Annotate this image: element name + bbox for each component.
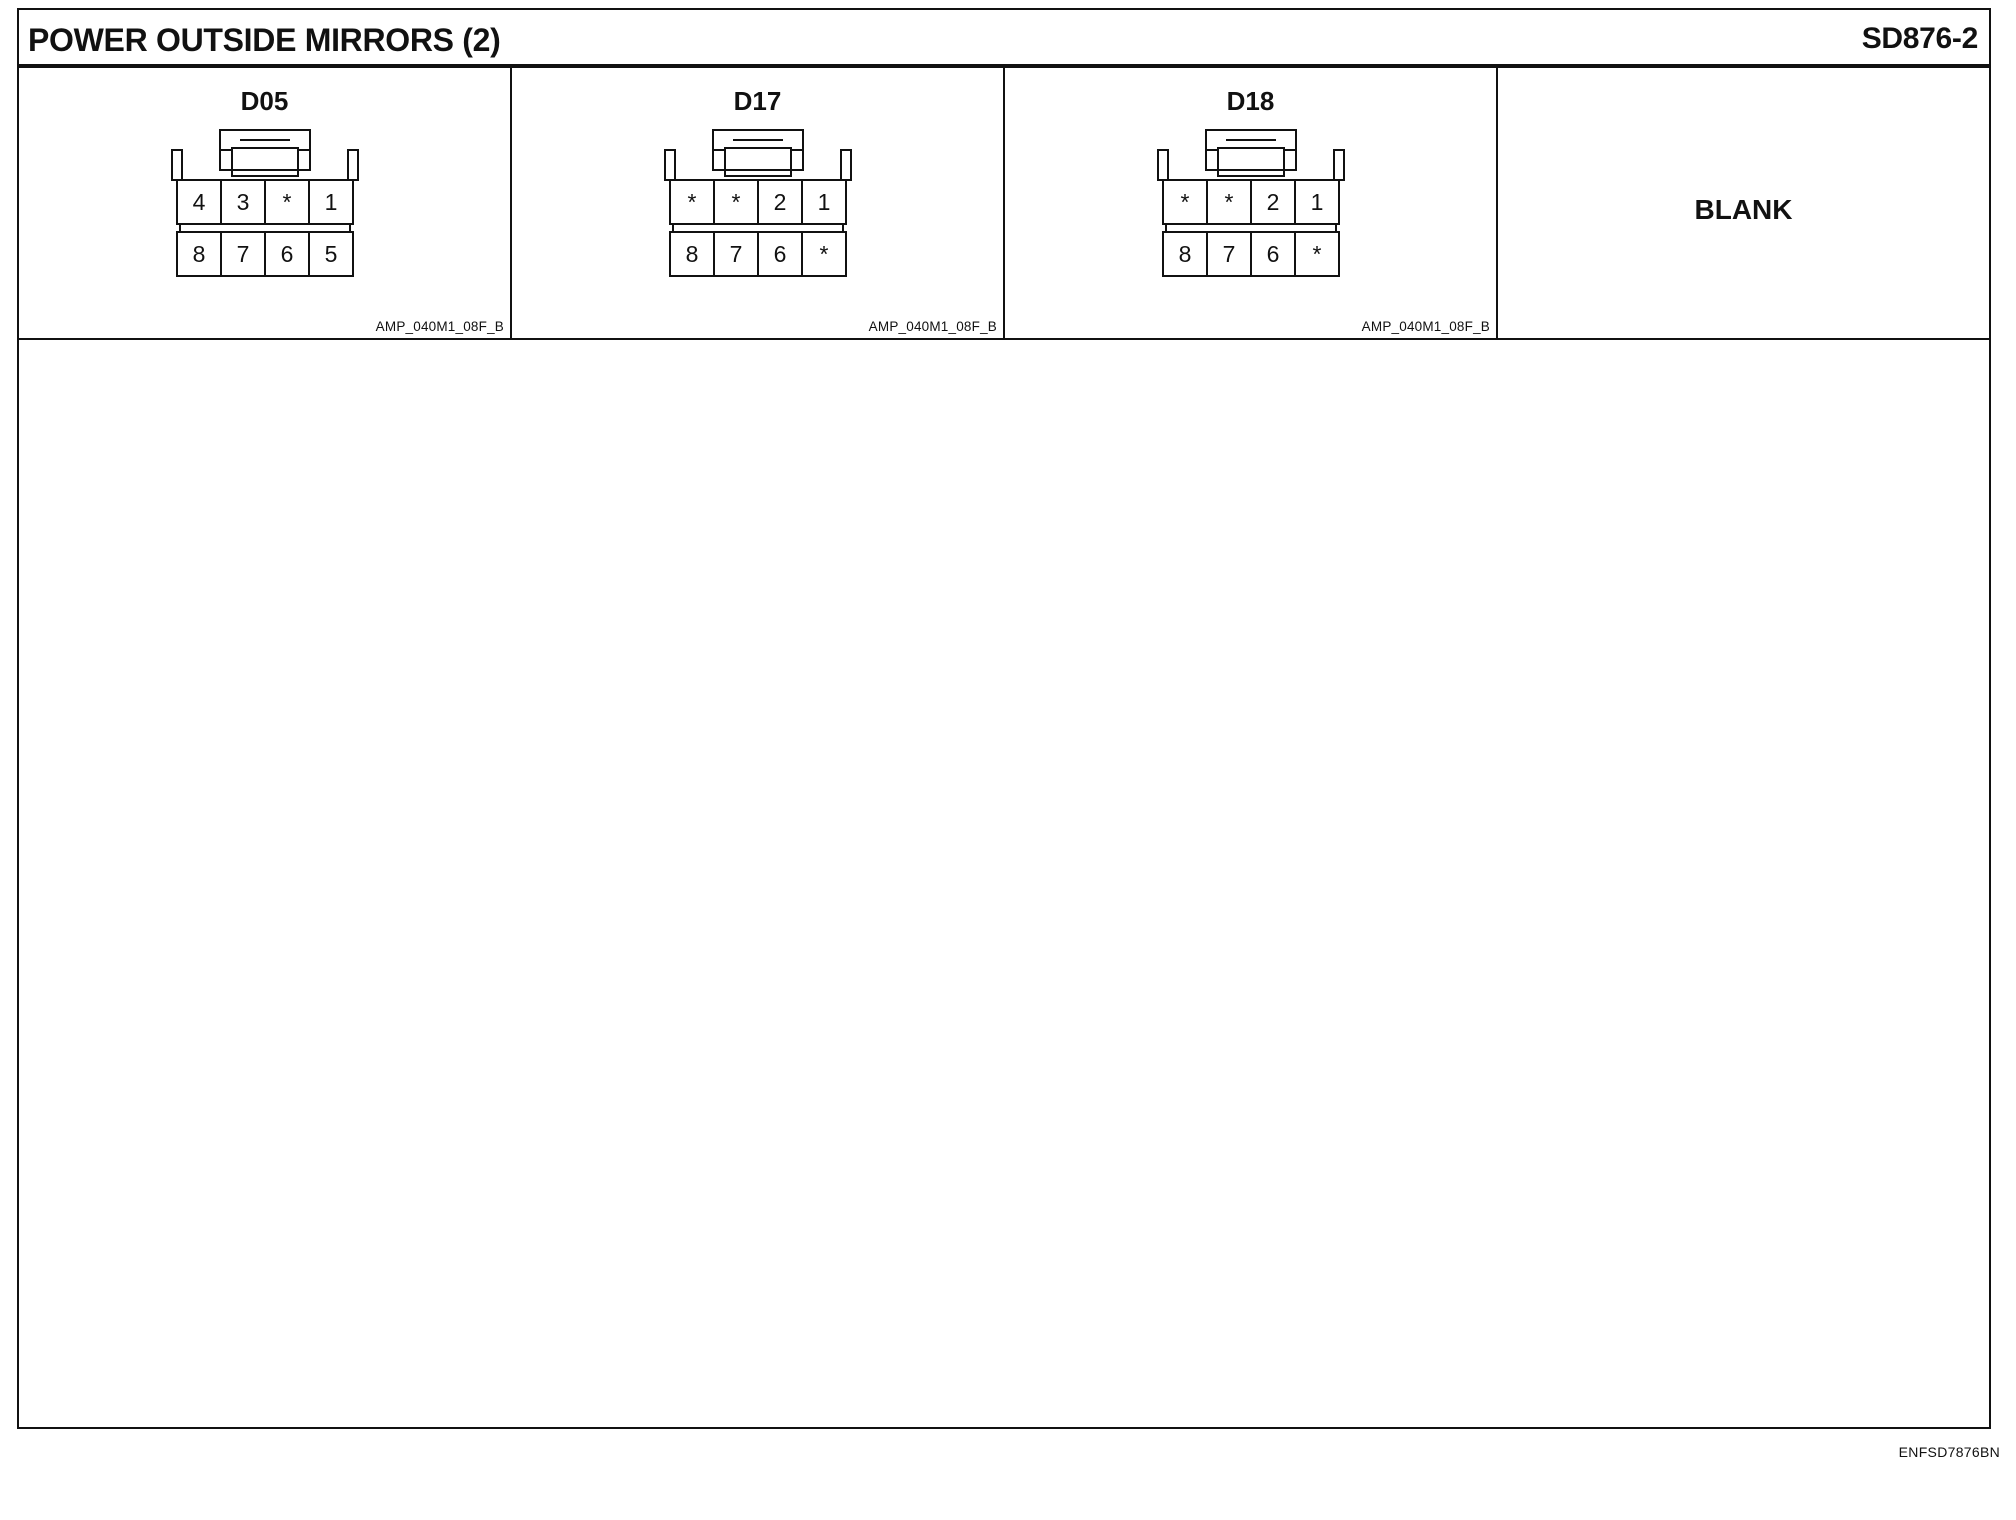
pin-label: 8 bbox=[685, 241, 698, 267]
pin-label: 2 bbox=[773, 189, 786, 215]
pin-label: 4 bbox=[192, 189, 205, 215]
latch-outer bbox=[713, 130, 803, 170]
latch-outer bbox=[1206, 130, 1296, 170]
pin-label: * bbox=[282, 189, 291, 215]
latch-inner bbox=[725, 148, 791, 176]
pin-label: 7 bbox=[729, 241, 742, 267]
guide-post-left bbox=[665, 150, 675, 180]
connector-name: D05 bbox=[240, 86, 289, 116]
connector-part-number: AMP_040M1_08F_B bbox=[375, 319, 504, 334]
pin-label: 6 bbox=[1266, 241, 1279, 267]
pin-label: 1 bbox=[324, 189, 337, 215]
pin-label: 6 bbox=[773, 241, 786, 267]
pin-label: * bbox=[731, 189, 740, 215]
title-bar bbox=[19, 10, 1989, 68]
pin-label: 2 bbox=[1266, 189, 1279, 215]
latch-inner bbox=[232, 148, 298, 176]
connector-row bbox=[19, 68, 1989, 340]
pin-label: 8 bbox=[1178, 241, 1191, 267]
blank-label: BLANK bbox=[1694, 194, 1793, 225]
pin-label: * bbox=[687, 189, 696, 215]
connector-cell-d18 bbox=[1005, 68, 1498, 338]
connector-face-diagram bbox=[170, 126, 360, 302]
blank-cell bbox=[1498, 68, 1989, 338]
pin-label: 7 bbox=[236, 241, 249, 267]
pin-label: 8 bbox=[192, 241, 205, 267]
pin-label: * bbox=[819, 241, 828, 267]
guide-post-left bbox=[1158, 150, 1168, 180]
page-code: SD876-2 bbox=[1861, 22, 1978, 55]
guide-post-right bbox=[841, 150, 851, 180]
connector-name: D17 bbox=[733, 86, 782, 116]
pin-label: * bbox=[1180, 189, 1189, 215]
pin-label: 1 bbox=[817, 189, 830, 215]
empty-diagram-area bbox=[19, 340, 1989, 1427]
pin-label: 1 bbox=[1310, 189, 1323, 215]
footer-code: ENFSD7876BN bbox=[1898, 1444, 2000, 1460]
connector-name: D18 bbox=[1226, 86, 1275, 116]
connector-cell-d17 bbox=[512, 68, 1005, 338]
pin-label: * bbox=[1312, 241, 1321, 267]
connector-part-number: AMP_040M1_08F_B bbox=[1361, 319, 1490, 334]
diagram-sheet bbox=[17, 8, 1991, 1429]
connector-face-diagram bbox=[663, 126, 853, 302]
pin-label: 5 bbox=[324, 241, 337, 267]
connector-cell-d05 bbox=[19, 68, 512, 338]
pin-label: * bbox=[1224, 189, 1233, 215]
guide-post-left bbox=[172, 150, 182, 180]
page-title: POWER OUTSIDE MIRRORS (2) bbox=[28, 22, 501, 58]
latch-outer bbox=[220, 130, 310, 170]
connector-face-diagram bbox=[1156, 126, 1346, 302]
pin-label: 6 bbox=[280, 241, 293, 267]
guide-post-right bbox=[348, 150, 358, 180]
pin-label: 3 bbox=[236, 189, 249, 215]
connector-part-number: AMP_040M1_08F_B bbox=[868, 319, 997, 334]
pin-label: 7 bbox=[1222, 241, 1235, 267]
guide-post-right bbox=[1334, 150, 1344, 180]
latch-inner bbox=[1218, 148, 1284, 176]
